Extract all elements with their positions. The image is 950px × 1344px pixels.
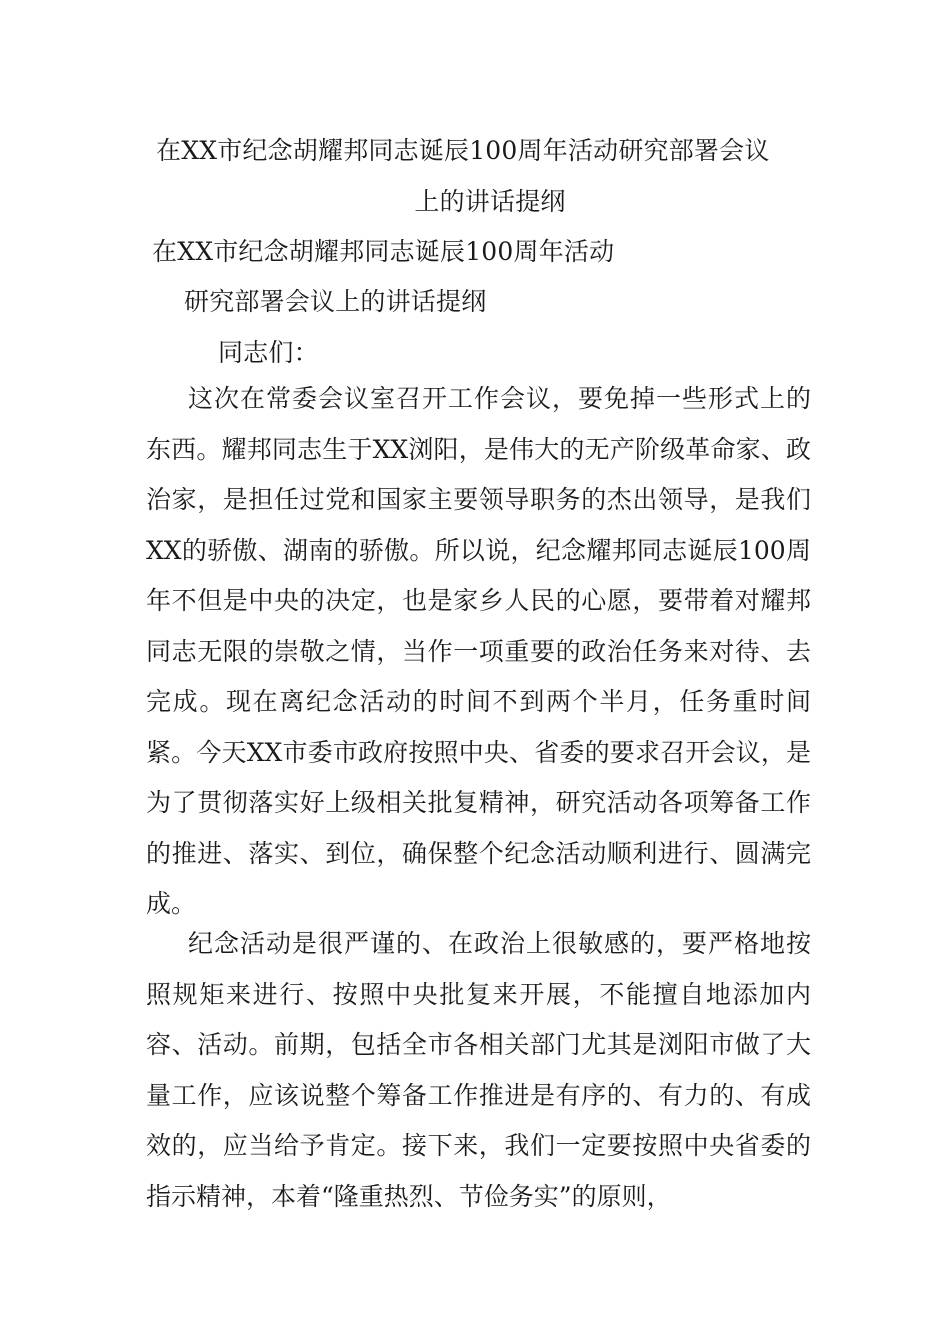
body-paragraph: 纪念活动是很严谨的、在政治上很敏感的，要严格地按照规矩来进行、按照中央批复来开展，不能擅自地添加内容、活动。前期，包括全市各相关部门尤其是浏阳市做了大量工作，应该说整个筹备工作推进是有序的、有力的、有成效的，应当给予肯定。接下来，我们一定要按照中央省委的指示精神，本着“隆重热烈、节俭务实”的原则， <box>146 929 811 1211</box>
body-paragraph: 这次在常委会议室召开工作会议，要免掉一些形式上的东西。耀邦同志生于XX浏阳，是伟大的无产阶级革命家、政治家，是担任过党和国家主要领导职务的杰出领导，是我们XX的骄傲、湖南的骄傲。所以说，纪念耀邦同志诞辰100周年不但是中央的决定，也是家乡人民的心愿，要带着对耀邦同志无限的崇敬之情，当作一项重要的政治任务来对待、去完成。现在离纪念活动的时间不到两个半月，任务重时间紧。今天XX市委市政府按照中央、省委的要求召开会议，是为了贯彻落实好上级相关批复精神，研究活动各项筹备工作的推进、落实、到位，确保整个纪念活动顺利进行、圆满完成。 <box>146 384 811 918</box>
document-title-line-2: 上的讲话提纲 <box>414 187 566 216</box>
greeting: 同志们： <box>218 338 319 367</box>
document-subtitle-line-2: 研究部署会议上的讲话提纲 <box>184 287 487 316</box>
document-title-line-1: 在XX市纪念胡耀邦同志诞辰100周年活动研究部署会议 <box>156 136 770 165</box>
document-subtitle-line-1: 在XX市纪念胡耀邦同志诞辰100周年活动 <box>152 237 615 266</box>
